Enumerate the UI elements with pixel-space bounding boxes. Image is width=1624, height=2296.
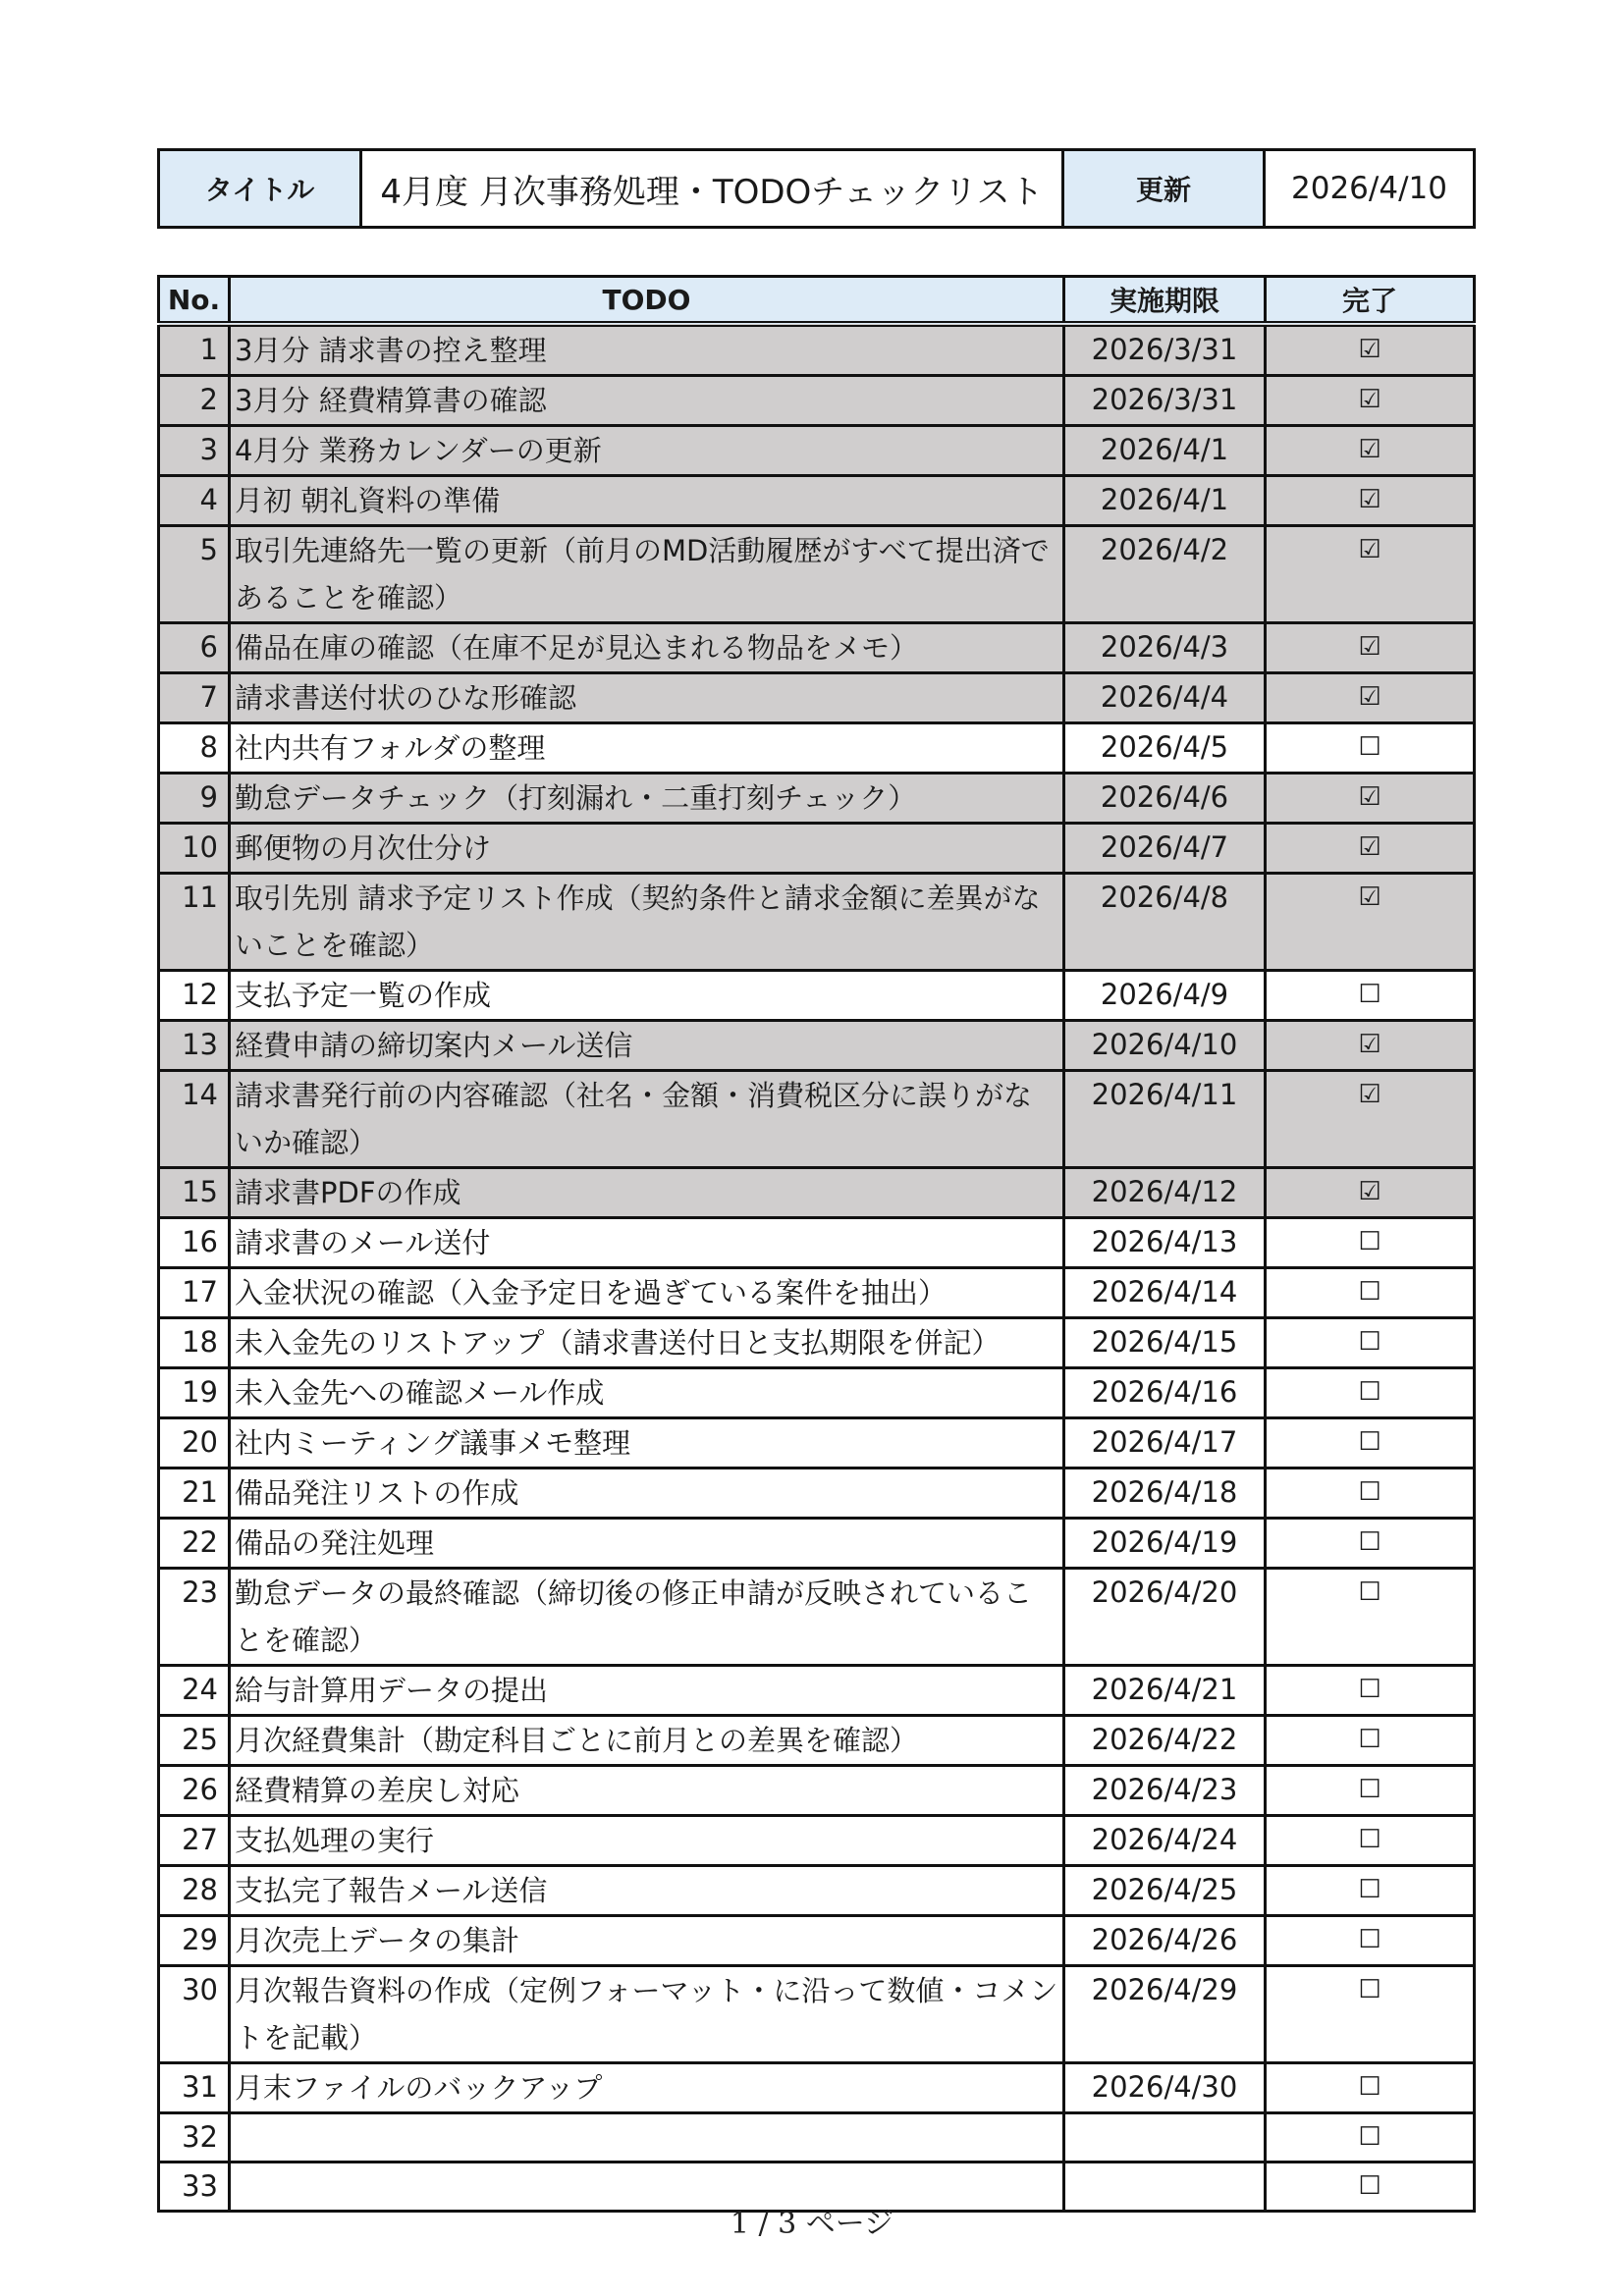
todo-task: 月次報告資料の作成（定例フォーマット・に沿って数値・コメントを記載）: [230, 1966, 1064, 2063]
row-number: 27: [159, 1816, 230, 1866]
todo-task: 月末ファイルのバックアップ: [230, 2063, 1064, 2113]
column-header-no: No.: [159, 277, 230, 325]
table-row: [159, 324, 1475, 376]
column-header-todo: TODO: [230, 277, 1064, 325]
table-row: [159, 1519, 1475, 1569]
unchecked-box-icon[interactable]: ☐: [1358, 1975, 1381, 2004]
todo-table: [157, 275, 1476, 2213]
row-number: 9: [159, 774, 230, 824]
completion-checkbox-cell[interactable]: [1266, 2113, 1475, 2163]
title-label: タイトル: [159, 150, 361, 228]
unchecked-box-icon[interactable]: ☐: [1358, 1775, 1381, 1804]
completion-checkbox-cell[interactable]: [1266, 1666, 1475, 1716]
due-date: 2026/4/12: [1064, 1168, 1266, 1218]
table-row: [159, 971, 1475, 1021]
todo-rows: [159, 324, 1475, 2212]
todo-task: 社内ミーティング議事メモ整理: [230, 1418, 1064, 1468]
title-table: [157, 148, 1476, 229]
todo-task: 勤怠データの最終確認（締切後の修正申請が反映されていることを確認）: [230, 1569, 1064, 1666]
due-date: 2026/4/10: [1064, 1021, 1266, 1071]
checked-box-icon[interactable]: ☑: [1358, 882, 1381, 912]
completion-checkbox-cell[interactable]: [1266, 1816, 1475, 1866]
table-row: [159, 2063, 1475, 2113]
todo-task: 社内共有フォルダの整理: [230, 723, 1064, 774]
unchecked-box-icon[interactable]: ☐: [1358, 1527, 1381, 1557]
todo-task: 支払予定一覧の作成: [230, 971, 1064, 1021]
due-date: 2026/4/17: [1064, 1418, 1266, 1468]
completion-checkbox-cell[interactable]: [1266, 1218, 1475, 1268]
due-date: 2026/4/23: [1064, 1766, 1266, 1816]
due-date: 2026/4/1: [1064, 426, 1266, 476]
unchecked-box-icon[interactable]: ☐: [1358, 1477, 1381, 1507]
todo-task: 取引先連絡先一覧の更新（前月のMD活動履歴がすべて提出済であることを確認）: [230, 526, 1064, 623]
due-date: 2026/4/6: [1064, 774, 1266, 824]
due-date: 2026/4/26: [1064, 1916, 1266, 1966]
table-row: [159, 1766, 1475, 1816]
row-number: 10: [159, 824, 230, 874]
due-date: 2026/4/2: [1064, 526, 1266, 623]
todo-task: 勤怠データチェック（打刻漏れ・二重打刻チェック）: [230, 774, 1064, 824]
table-row: [159, 1468, 1475, 1519]
todo-task: 4月分 業務カレンダーの更新: [230, 426, 1064, 476]
unchecked-box-icon[interactable]: ☐: [1358, 1675, 1381, 1704]
unchecked-box-icon[interactable]: ☐: [1358, 1277, 1381, 1307]
column-header-done: 完了: [1266, 277, 1475, 325]
completion-checkbox-cell[interactable]: [1266, 1318, 1475, 1368]
due-date: 2026/4/11: [1064, 1071, 1266, 1168]
checked-box-icon[interactable]: ☑: [1358, 1177, 1381, 1206]
table-row: [159, 426, 1475, 476]
checked-box-icon[interactable]: ☑: [1358, 335, 1381, 364]
table-row: [159, 376, 1475, 426]
completion-checkbox-cell[interactable]: [1266, 324, 1475, 376]
due-date: 2026/4/9: [1064, 971, 1266, 1021]
due-date: 2026/3/31: [1064, 376, 1266, 426]
checked-box-icon[interactable]: ☑: [1358, 1080, 1381, 1109]
row-number: 8: [159, 723, 230, 774]
table-header-row: [159, 277, 1475, 325]
unchecked-box-icon[interactable]: ☐: [1358, 1577, 1381, 1607]
row-number: 3: [159, 426, 230, 476]
table-row: [159, 723, 1475, 774]
completion-checkbox-cell[interactable]: [1266, 1716, 1475, 1766]
todo-task: 備品発注リストの作成: [230, 1468, 1064, 1519]
todo-task: 請求書のメール送付: [230, 1218, 1064, 1268]
todo-task: 請求書PDFの作成: [230, 1168, 1064, 1218]
row-number: 4: [159, 476, 230, 526]
checked-box-icon[interactable]: ☑: [1358, 385, 1381, 414]
todo-task: 請求書送付状のひな形確認: [230, 673, 1064, 723]
todo-task: 未入金先への確認メール作成: [230, 1368, 1064, 1418]
updated-label: 更新: [1063, 150, 1265, 228]
due-date: 2026/4/19: [1064, 1519, 1266, 1569]
completion-checkbox-cell[interactable]: [1266, 874, 1475, 971]
unchecked-box-icon[interactable]: ☐: [1358, 2171, 1381, 2201]
page-indicator: 1 / 3 ページ: [730, 2207, 894, 2241]
row-number: 18: [159, 1318, 230, 1368]
completion-checkbox-cell[interactable]: [1266, 526, 1475, 623]
due-date: 2026/4/18: [1064, 1468, 1266, 1519]
due-date: 2026/4/25: [1064, 1866, 1266, 1916]
row-number: 5: [159, 526, 230, 623]
due-date: 2026/4/29: [1064, 1966, 1266, 2063]
todo-task: [230, 2113, 1064, 2163]
todo-task: 経費精算の差戻し対応: [230, 1766, 1064, 1816]
completion-checkbox-cell[interactable]: [1266, 723, 1475, 774]
due-date: 2026/4/22: [1064, 1716, 1266, 1766]
row-number: 30: [159, 1966, 230, 2063]
due-date: 2026/4/21: [1064, 1666, 1266, 1716]
row-number: 15: [159, 1168, 230, 1218]
unchecked-box-icon[interactable]: ☐: [1358, 2072, 1381, 2102]
due-date: 2026/4/5: [1064, 723, 1266, 774]
todo-task: 入金状況の確認（入金予定日を過ぎている案件を抽出）: [230, 1268, 1064, 1318]
table-row: [159, 1071, 1475, 1168]
row-number: 13: [159, 1021, 230, 1071]
due-date: 2026/4/20: [1064, 1569, 1266, 1666]
unchecked-box-icon[interactable]: ☐: [1358, 2122, 1381, 2152]
todo-task: 備品在庫の確認（在庫不足が見込まれる物品をメモ）: [230, 623, 1064, 673]
checked-box-icon[interactable]: ☑: [1358, 435, 1381, 464]
table-row: [159, 1569, 1475, 1666]
table-row: [159, 1218, 1475, 1268]
unchecked-box-icon[interactable]: ☐: [1358, 980, 1381, 1009]
row-number: 14: [159, 1071, 230, 1168]
table-row: [159, 526, 1475, 623]
row-number: 29: [159, 1916, 230, 1966]
due-date: 2026/4/14: [1064, 1268, 1266, 1318]
checked-box-icon[interactable]: ☑: [1358, 682, 1381, 712]
todo-task: 経費申請の締切案内メール送信: [230, 1021, 1064, 1071]
unchecked-box-icon[interactable]: ☐: [1358, 1377, 1381, 1407]
completion-checkbox-cell[interactable]: [1266, 971, 1475, 1021]
row-number: 2: [159, 376, 230, 426]
completion-checkbox-cell[interactable]: [1266, 476, 1475, 526]
completion-checkbox-cell[interactable]: [1266, 774, 1475, 824]
table-row: [159, 623, 1475, 673]
checked-box-icon[interactable]: ☑: [1358, 632, 1381, 662]
due-date: 2026/4/1: [1064, 476, 1266, 526]
completion-checkbox-cell[interactable]: [1266, 2063, 1475, 2113]
column-header-due: 実施期限: [1064, 277, 1266, 325]
completion-checkbox-cell[interactable]: [1266, 673, 1475, 723]
table-row: [159, 1666, 1475, 1716]
row-number: 20: [159, 1418, 230, 1468]
unchecked-box-icon[interactable]: ☐: [1358, 1825, 1381, 1854]
todo-task: 3月分 経費精算書の確認: [230, 376, 1064, 426]
completion-checkbox-cell[interactable]: [1266, 1168, 1475, 1218]
completion-checkbox-cell[interactable]: [1266, 1071, 1475, 1168]
todo-task: 月初 朝礼資料の準備: [230, 476, 1064, 526]
row-number: 6: [159, 623, 230, 673]
due-date: 2026/4/16: [1064, 1368, 1266, 1418]
checked-box-icon[interactable]: ☑: [1358, 1030, 1381, 1059]
row-number: 24: [159, 1666, 230, 1716]
row-number: 22: [159, 1519, 230, 1569]
todo-task: 未入金先のリストアップ（請求書送付日と支払期限を併記）: [230, 1318, 1064, 1368]
completion-checkbox-cell[interactable]: [1266, 376, 1475, 426]
due-date: 2026/4/7: [1064, 824, 1266, 874]
table-row: [159, 774, 1475, 824]
completion-checkbox-cell[interactable]: [1266, 1916, 1475, 1966]
unchecked-box-icon[interactable]: ☐: [1358, 1427, 1381, 1457]
todo-task: 月次経費集計（勘定科目ごとに前月との差異を確認）: [230, 1716, 1064, 1766]
completion-checkbox-cell[interactable]: [1266, 1519, 1475, 1569]
table-row: [159, 1816, 1475, 1866]
completion-checkbox-cell[interactable]: [1266, 1368, 1475, 1418]
unchecked-box-icon[interactable]: ☐: [1358, 1227, 1381, 1256]
table-row: [159, 673, 1475, 723]
table-row: [159, 1418, 1475, 1468]
completion-checkbox-cell[interactable]: [1266, 1268, 1475, 1318]
table-row: [159, 1716, 1475, 1766]
row-number: 7: [159, 673, 230, 723]
due-date: 2026/4/8: [1064, 874, 1266, 971]
completion-checkbox-cell[interactable]: [1266, 824, 1475, 874]
row-number: 26: [159, 1766, 230, 1816]
row-number: 33: [159, 2163, 230, 2212]
unchecked-box-icon[interactable]: ☐: [1358, 1925, 1381, 1954]
todo-task: 月次売上データの集計: [230, 1916, 1064, 1966]
table-row: [159, 1021, 1475, 1071]
todo-task: 請求書発行前の内容確認（社名・金額・消費税区分に誤りがないか確認）: [230, 1071, 1064, 1168]
due-date: [1064, 2113, 1266, 2163]
todo-task: 3月分 請求書の控え整理: [230, 324, 1064, 376]
row-number: 31: [159, 2063, 230, 2113]
due-date: 2026/4/3: [1064, 623, 1266, 673]
unchecked-box-icon[interactable]: ☐: [1358, 1875, 1381, 1904]
row-number: 11: [159, 874, 230, 971]
checked-box-icon[interactable]: ☑: [1358, 832, 1381, 862]
table-row: [159, 2113, 1475, 2163]
checked-box-icon[interactable]: ☑: [1358, 535, 1381, 564]
unchecked-box-icon[interactable]: ☐: [1358, 1327, 1381, 1357]
row-number: 25: [159, 1716, 230, 1766]
row-number: 21: [159, 1468, 230, 1519]
unchecked-box-icon[interactable]: ☐: [1358, 732, 1381, 762]
table-row: [159, 1368, 1475, 1418]
due-date: 2026/4/15: [1064, 1318, 1266, 1368]
table-row: [159, 1268, 1475, 1318]
updated-date: 2026/4/10: [1265, 150, 1475, 228]
row-number: 17: [159, 1268, 230, 1318]
checked-box-icon[interactable]: ☑: [1358, 782, 1381, 812]
table-row: [159, 874, 1475, 971]
completion-checkbox-cell[interactable]: [1266, 426, 1475, 476]
checked-box-icon[interactable]: ☑: [1358, 485, 1381, 514]
todo-task: 備品の発注処理: [230, 1519, 1064, 1569]
todo-task: 支払処理の実行: [230, 1816, 1064, 1866]
table-row: [159, 1966, 1475, 2063]
completion-checkbox-cell[interactable]: [1266, 1569, 1475, 1666]
row-number: 12: [159, 971, 230, 1021]
row-number: 16: [159, 1218, 230, 1268]
completion-checkbox-cell[interactable]: [1266, 1468, 1475, 1519]
row-number: 32: [159, 2113, 230, 2163]
due-date: 2026/4/13: [1064, 1218, 1266, 1268]
completion-checkbox-cell[interactable]: [1266, 1418, 1475, 1468]
completion-checkbox-cell[interactable]: [1266, 1966, 1475, 2063]
todo-task: 郵便物の月次仕分け: [230, 824, 1064, 874]
row-number: 28: [159, 1866, 230, 1916]
todo-task: 支払完了報告メール送信: [230, 1866, 1064, 1916]
row-number: 19: [159, 1368, 230, 1418]
table-row: [159, 1318, 1475, 1368]
table-row: [159, 476, 1475, 526]
table-row: [159, 1866, 1475, 1916]
due-date: 2026/4/24: [1064, 1816, 1266, 1866]
table-row: [159, 1916, 1475, 1966]
unchecked-box-icon[interactable]: ☐: [1358, 1725, 1381, 1754]
due-date: 2026/4/4: [1064, 673, 1266, 723]
row-number: 23: [159, 1569, 230, 1666]
completion-checkbox-cell[interactable]: [1266, 623, 1475, 673]
document-title: 4月度 月次事務処理・TODOチェックリスト: [361, 150, 1063, 228]
table-row: [159, 824, 1475, 874]
due-date: 2026/3/31: [1064, 324, 1266, 376]
table-row: [159, 1168, 1475, 1218]
completion-checkbox-cell[interactable]: [1266, 1866, 1475, 1916]
row-number: 1: [159, 324, 230, 376]
todo-task: 給与計算用データの提出: [230, 1666, 1064, 1716]
completion-checkbox-cell[interactable]: [1266, 1766, 1475, 1816]
completion-checkbox-cell[interactable]: [1266, 1021, 1475, 1071]
todo-task: 取引先別 請求予定リスト作成（契約条件と請求金額に差異がないことを確認）: [230, 874, 1064, 971]
due-date: 2026/4/30: [1064, 2063, 1266, 2113]
